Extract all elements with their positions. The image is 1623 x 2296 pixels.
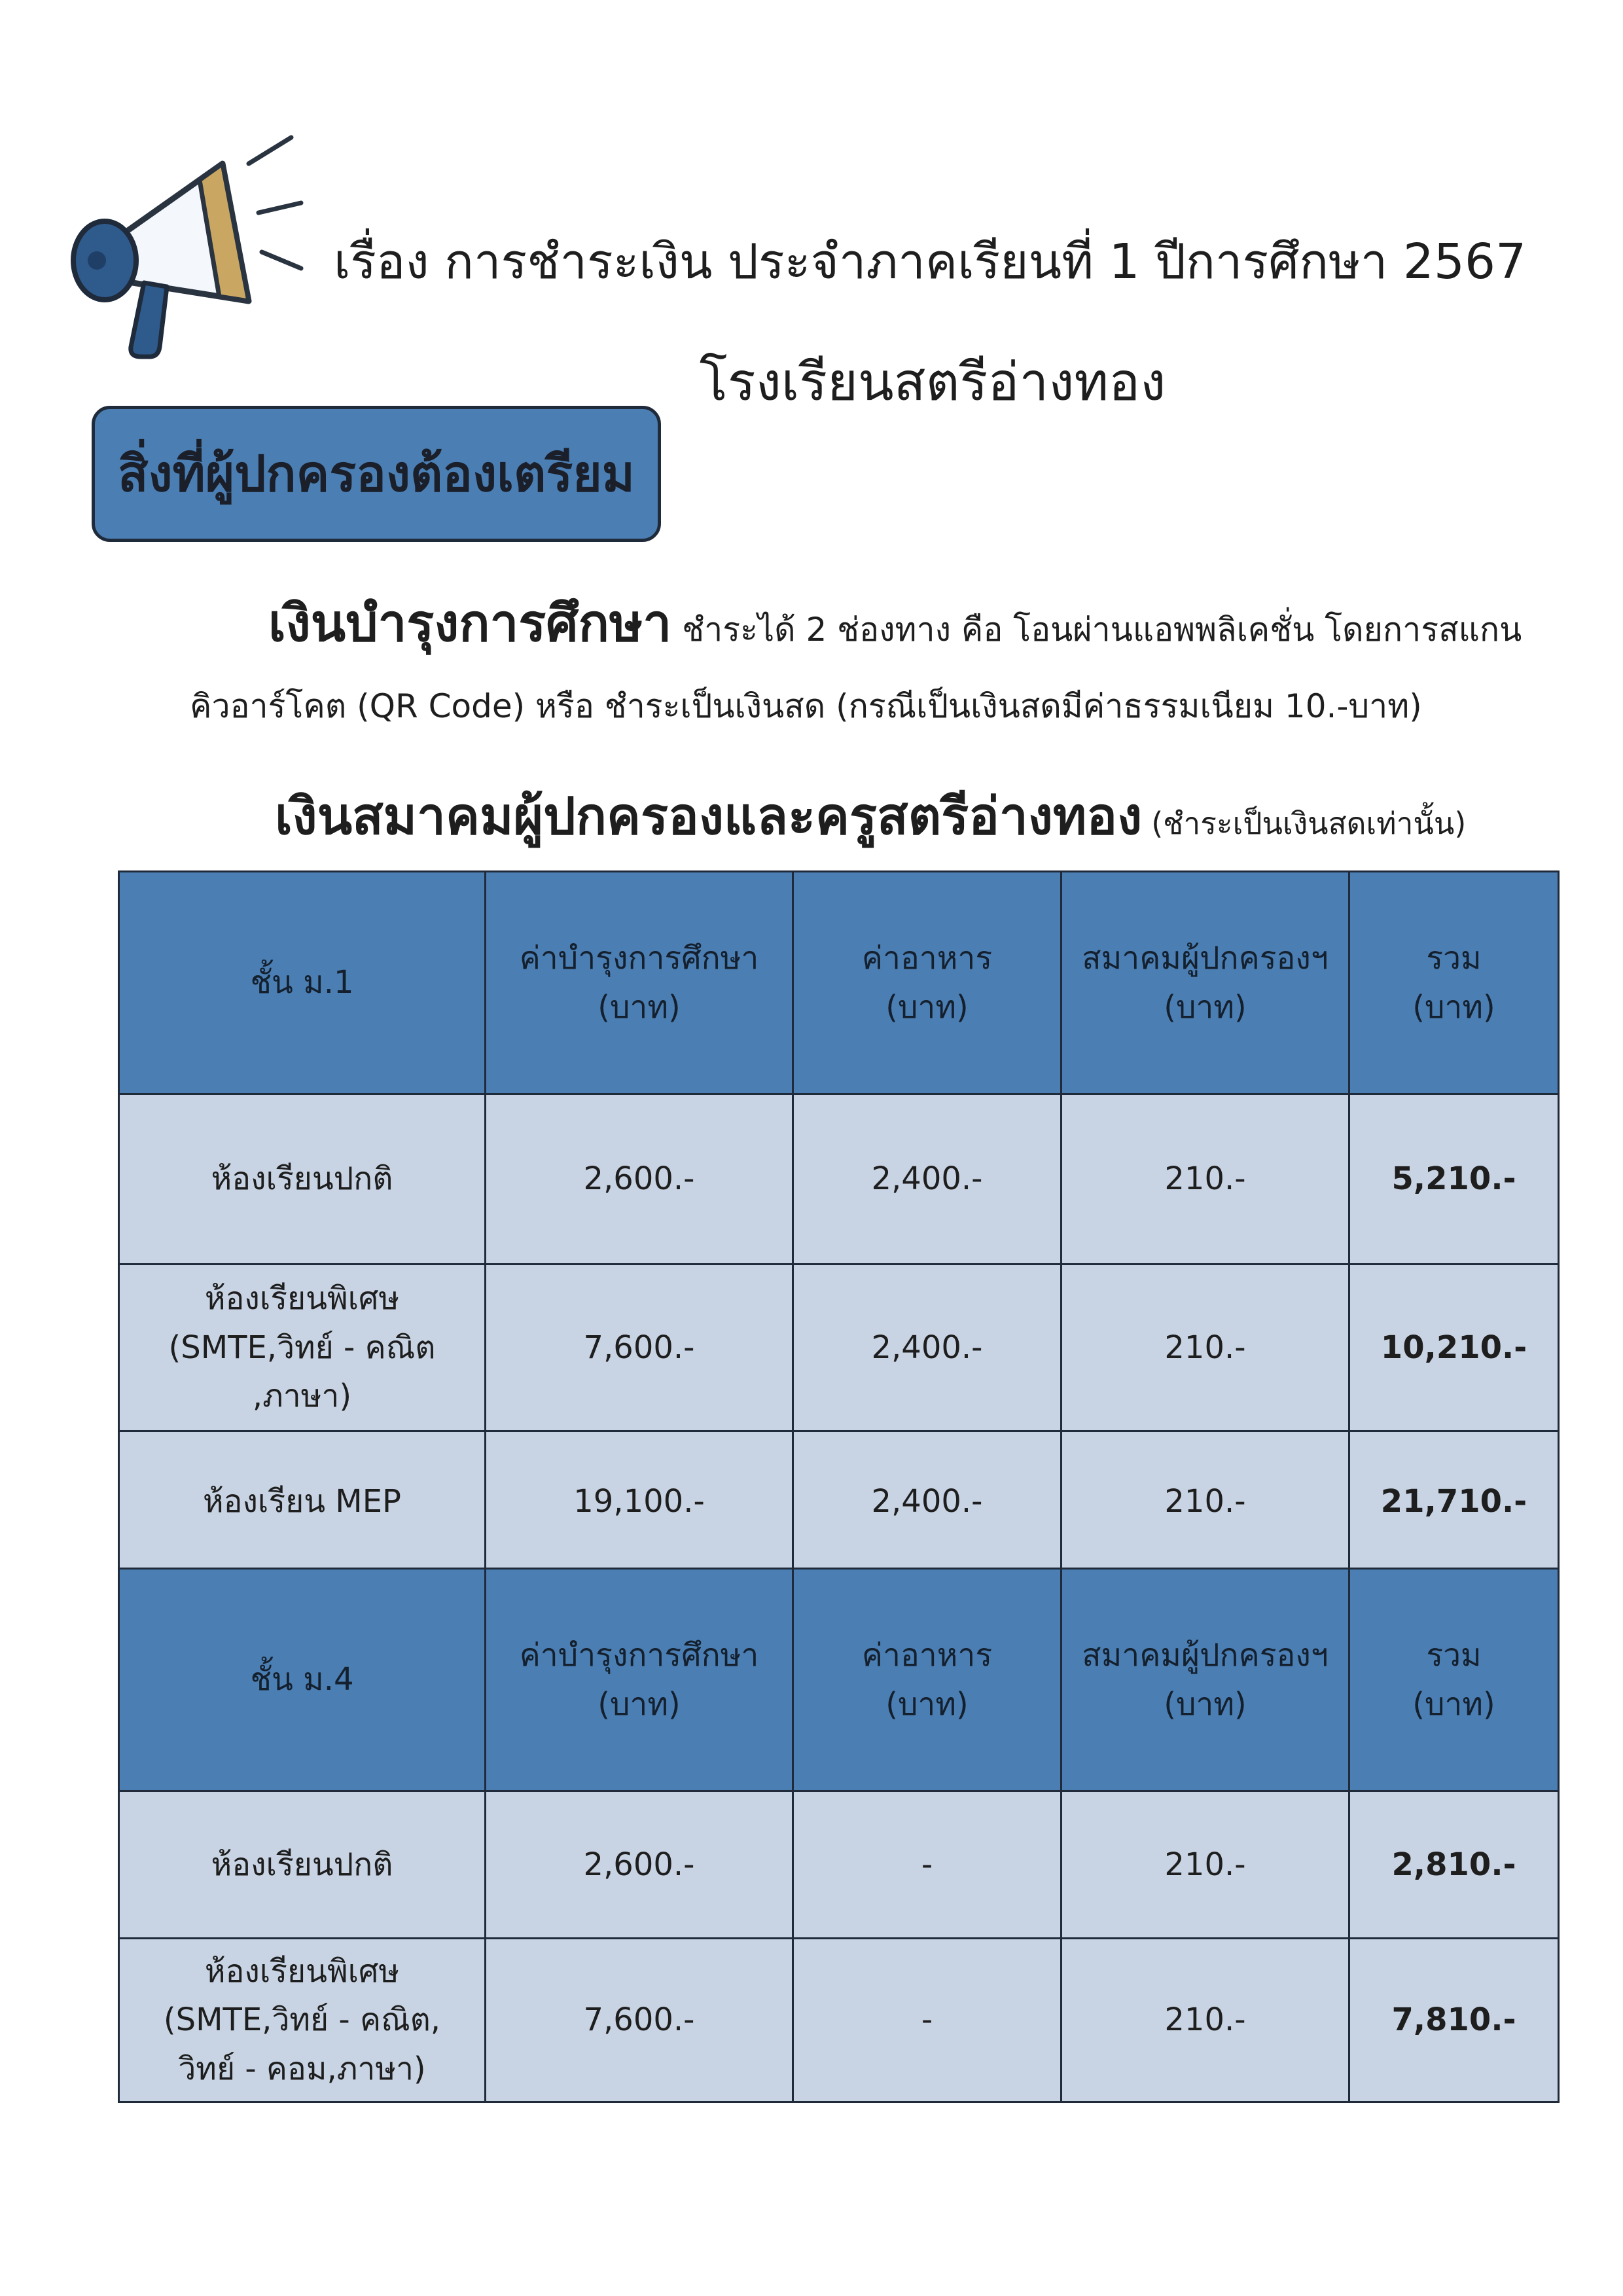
header-food: ค่าอาหาร (บาท) [793, 1569, 1061, 1791]
association-cell: 210.- [1061, 1094, 1349, 1265]
megaphone-icon [33, 105, 308, 380]
row-label: ห้องเรียนปกติ [119, 1094, 486, 1265]
table-row [119, 1939, 1559, 2102]
education-fee-cell: 2,600.- [486, 1791, 793, 1939]
row-label: ห้องเรียนพิเศษ (SMTE,วิทย์ - คณิต ,ภาษา) [119, 1265, 486, 1431]
header-association: สมาคมผู้ปกครองฯ (บาท) [1061, 1569, 1349, 1791]
fee-table-m1 [118, 870, 1560, 1573]
school-name: โรงเรียนสตรีอ่างทอง [699, 351, 1166, 412]
education-fee-heading: เงินบำรุงการศึกษา [268, 594, 672, 653]
row-label: ห้องเรียนปกติ [119, 1791, 486, 1939]
total-cell: 21,710.- [1349, 1431, 1559, 1572]
food-cell: 2,400.- [793, 1094, 1061, 1265]
table-row [119, 1791, 1559, 1939]
association-heading: เงินสมาคมผู้ปกครองและครูสตรีอ่างทอง [275, 787, 1143, 846]
table-header-row [119, 1569, 1559, 1791]
header-education-fee: ค่าบำรุงการศึกษา (บาท) [486, 872, 793, 1094]
row-label: ห้องเรียนพิเศษ (SMTE,วิทย์ - คณิต, วิทย์ - คอม,ภาษา) [119, 1939, 486, 2102]
education-fee-text: ชำระได้ 2 ช่องทาง คือ โอนผ่านแอพพลิเคชั่น โดยการสแกน [682, 611, 1522, 649]
food-cell: - [793, 1939, 1061, 2102]
food-cell: 2,400.- [793, 1265, 1061, 1431]
association-cell: 210.- [1061, 1265, 1349, 1431]
association-cell: 210.- [1061, 1939, 1349, 2102]
association-line [275, 776, 1518, 857]
header-total: รวม (บาท) [1349, 872, 1559, 1094]
total-cell: 5,210.- [1349, 1094, 1559, 1265]
food-cell: 2,400.- [793, 1431, 1061, 1572]
education-fee-cell: 2,600.- [486, 1094, 793, 1265]
association-note: (ชำระเป็นเงินสดเท่านั้น) [1151, 806, 1467, 841]
education-fee-text-2: คิวอาร์โคต (QR Code) หรือ ชำระเป็นเงินสด (กรณีเป็นเงินสดมีค่าธรรมเนียม 10.-บาท) [190, 687, 1422, 725]
table-row [119, 1431, 1559, 1572]
row-label: ห้องเรียน MEP [119, 1431, 486, 1572]
association-cell: 210.- [1061, 1431, 1349, 1572]
page-title: เรื่อง การชำระเงิน ประจำภาคเรียนที่ 1 ปีการศึกษา 2567 [334, 234, 1527, 290]
table-header-row [119, 872, 1559, 1094]
total-cell: 2,810.- [1349, 1791, 1559, 1939]
header-association: สมาคมผู้ปกครองฯ (บาท) [1061, 872, 1349, 1094]
food-cell: - [793, 1791, 1061, 1939]
education-fee-cell: 19,100.- [486, 1431, 793, 1572]
header-food: ค่าอาหาร (บาท) [793, 872, 1061, 1094]
header-total: รวม (บาท) [1349, 1569, 1559, 1791]
prep-heading-box: สิ่งที่ผู้ปกครองต้องเตรียม [92, 406, 661, 542]
education-fee-cell: 7,600.- [486, 1265, 793, 1431]
education-fee-line [268, 583, 1522, 664]
education-fee-cell: 7,600.- [486, 1939, 793, 2102]
header-education-fee: ค่าบำรุงการศึกษา (บาท) [486, 1569, 793, 1791]
fee-table-m4 [118, 1568, 1560, 2103]
header-grade: ชั้น ม.4 [119, 1569, 486, 1791]
header-grade: ชั้น ม.1 [119, 872, 486, 1094]
total-cell: 7,810.- [1349, 1939, 1559, 2102]
table-row [119, 1094, 1559, 1265]
association-cell: 210.- [1061, 1791, 1349, 1939]
table-row [119, 1265, 1559, 1431]
total-cell: 10,210.- [1349, 1265, 1559, 1431]
